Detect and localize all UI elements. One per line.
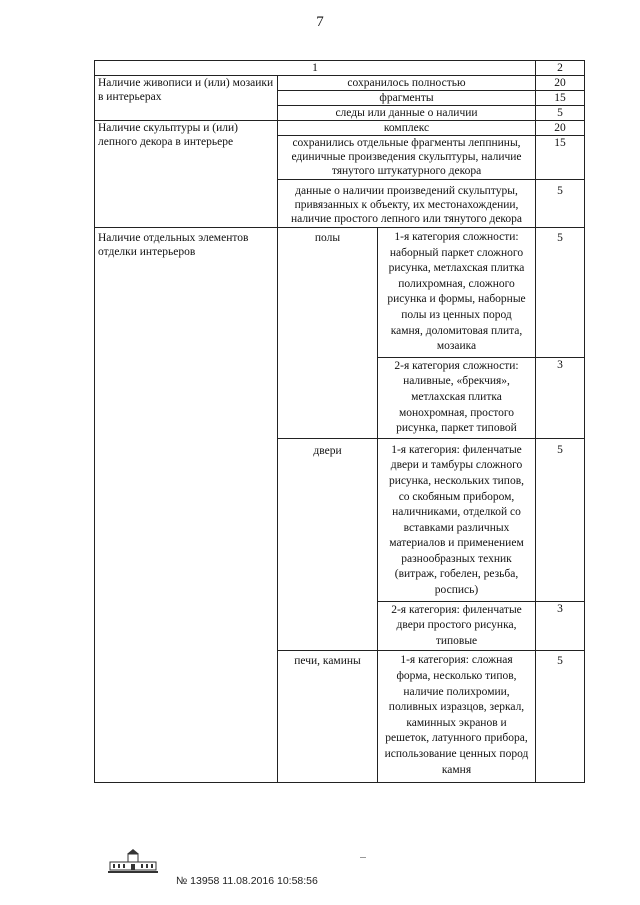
registration-stamp: № 13958 11.08.2016 10:58:56 bbox=[176, 875, 318, 887]
painting-score: 20 bbox=[536, 76, 585, 91]
sculpture-score: 5 bbox=[536, 180, 585, 228]
painting-option: сохранилось полностью bbox=[278, 76, 536, 91]
header-col-1: 1 bbox=[95, 61, 536, 76]
table-row bbox=[95, 121, 585, 136]
sculpture-label: Наличие скульптуры и (или) лепного декора в интерьере bbox=[95, 121, 278, 228]
stoves-category: 1-я категория: сложная форма, несколько типов, наличие полихромии, поливных изразцов, зеркал, каминных экранов и решеток, латунного прибора, использование ценных пород камня bbox=[378, 651, 536, 783]
floors-score: 3 bbox=[536, 357, 585, 438]
floors-label: полы bbox=[278, 228, 378, 439]
painting-score: 5 bbox=[536, 106, 585, 121]
doors-label: двери bbox=[278, 438, 378, 651]
painting-score: 15 bbox=[536, 91, 585, 106]
painting-option: следы или данные о наличии bbox=[278, 106, 536, 121]
painting-option: фрагменты bbox=[278, 91, 536, 106]
floors-category: 2-я категория сложности: наливные, «брекчия», метлахская плитка монохромная, простого рисунка, паркет типовой bbox=[378, 357, 536, 438]
table-header-row bbox=[95, 61, 585, 76]
sculpture-option: сохранились отдельные фрагменты леппнины, единичные произведения скульптуры, наличие тянутого штукатурного декора bbox=[278, 136, 536, 180]
doors-score: 3 bbox=[536, 601, 585, 651]
sculpture-option: данные о наличии произведений скульптуры, привязанных к объекту, их местонахождении, наличие простого лепного или тянутого декора bbox=[278, 180, 536, 228]
building-logo-icon bbox=[108, 848, 158, 874]
doors-score: 5 bbox=[536, 438, 585, 601]
painting-label: Наличие живописи и (или) мозаики в интерьерах bbox=[95, 76, 278, 121]
scan-speck bbox=[360, 857, 366, 858]
sculpture-score: 20 bbox=[536, 121, 585, 136]
stoves-score: 5 bbox=[536, 651, 585, 783]
page-number: 7 bbox=[316, 14, 324, 30]
elements-label: Наличие отдельных элементов отделки интерьеров bbox=[95, 228, 278, 783]
stoves-label: печи, камины bbox=[278, 651, 378, 783]
table-row bbox=[95, 76, 585, 91]
floors-score: 5 bbox=[536, 228, 585, 358]
header-col-2: 2 bbox=[536, 61, 585, 76]
doors-category: 2-я категория: филенчатые двери простого рисунка, типовые bbox=[378, 601, 536, 651]
floors-category: 1-я категория сложности: наборный паркет сложного рисунка, метлахская плитка полихромная, сложного рисунка и формы, наборные полы из ценных пород камня, доломитовая плита, мозаика bbox=[378, 228, 536, 358]
sculpture-option: комплекс bbox=[278, 121, 536, 136]
doors-category: 1-я категория: филенчатые двери и тамбуры сложного рисунка, нескольких типов, со скобяным прибором, наличниками, отделкой со вставками различных материалов и применением разнообразных техник (витраж, гобелен, резьба, роспись) bbox=[378, 438, 536, 601]
sculpture-score: 15 bbox=[536, 136, 585, 180]
criteria-table bbox=[94, 60, 585, 783]
table-row bbox=[95, 228, 585, 358]
